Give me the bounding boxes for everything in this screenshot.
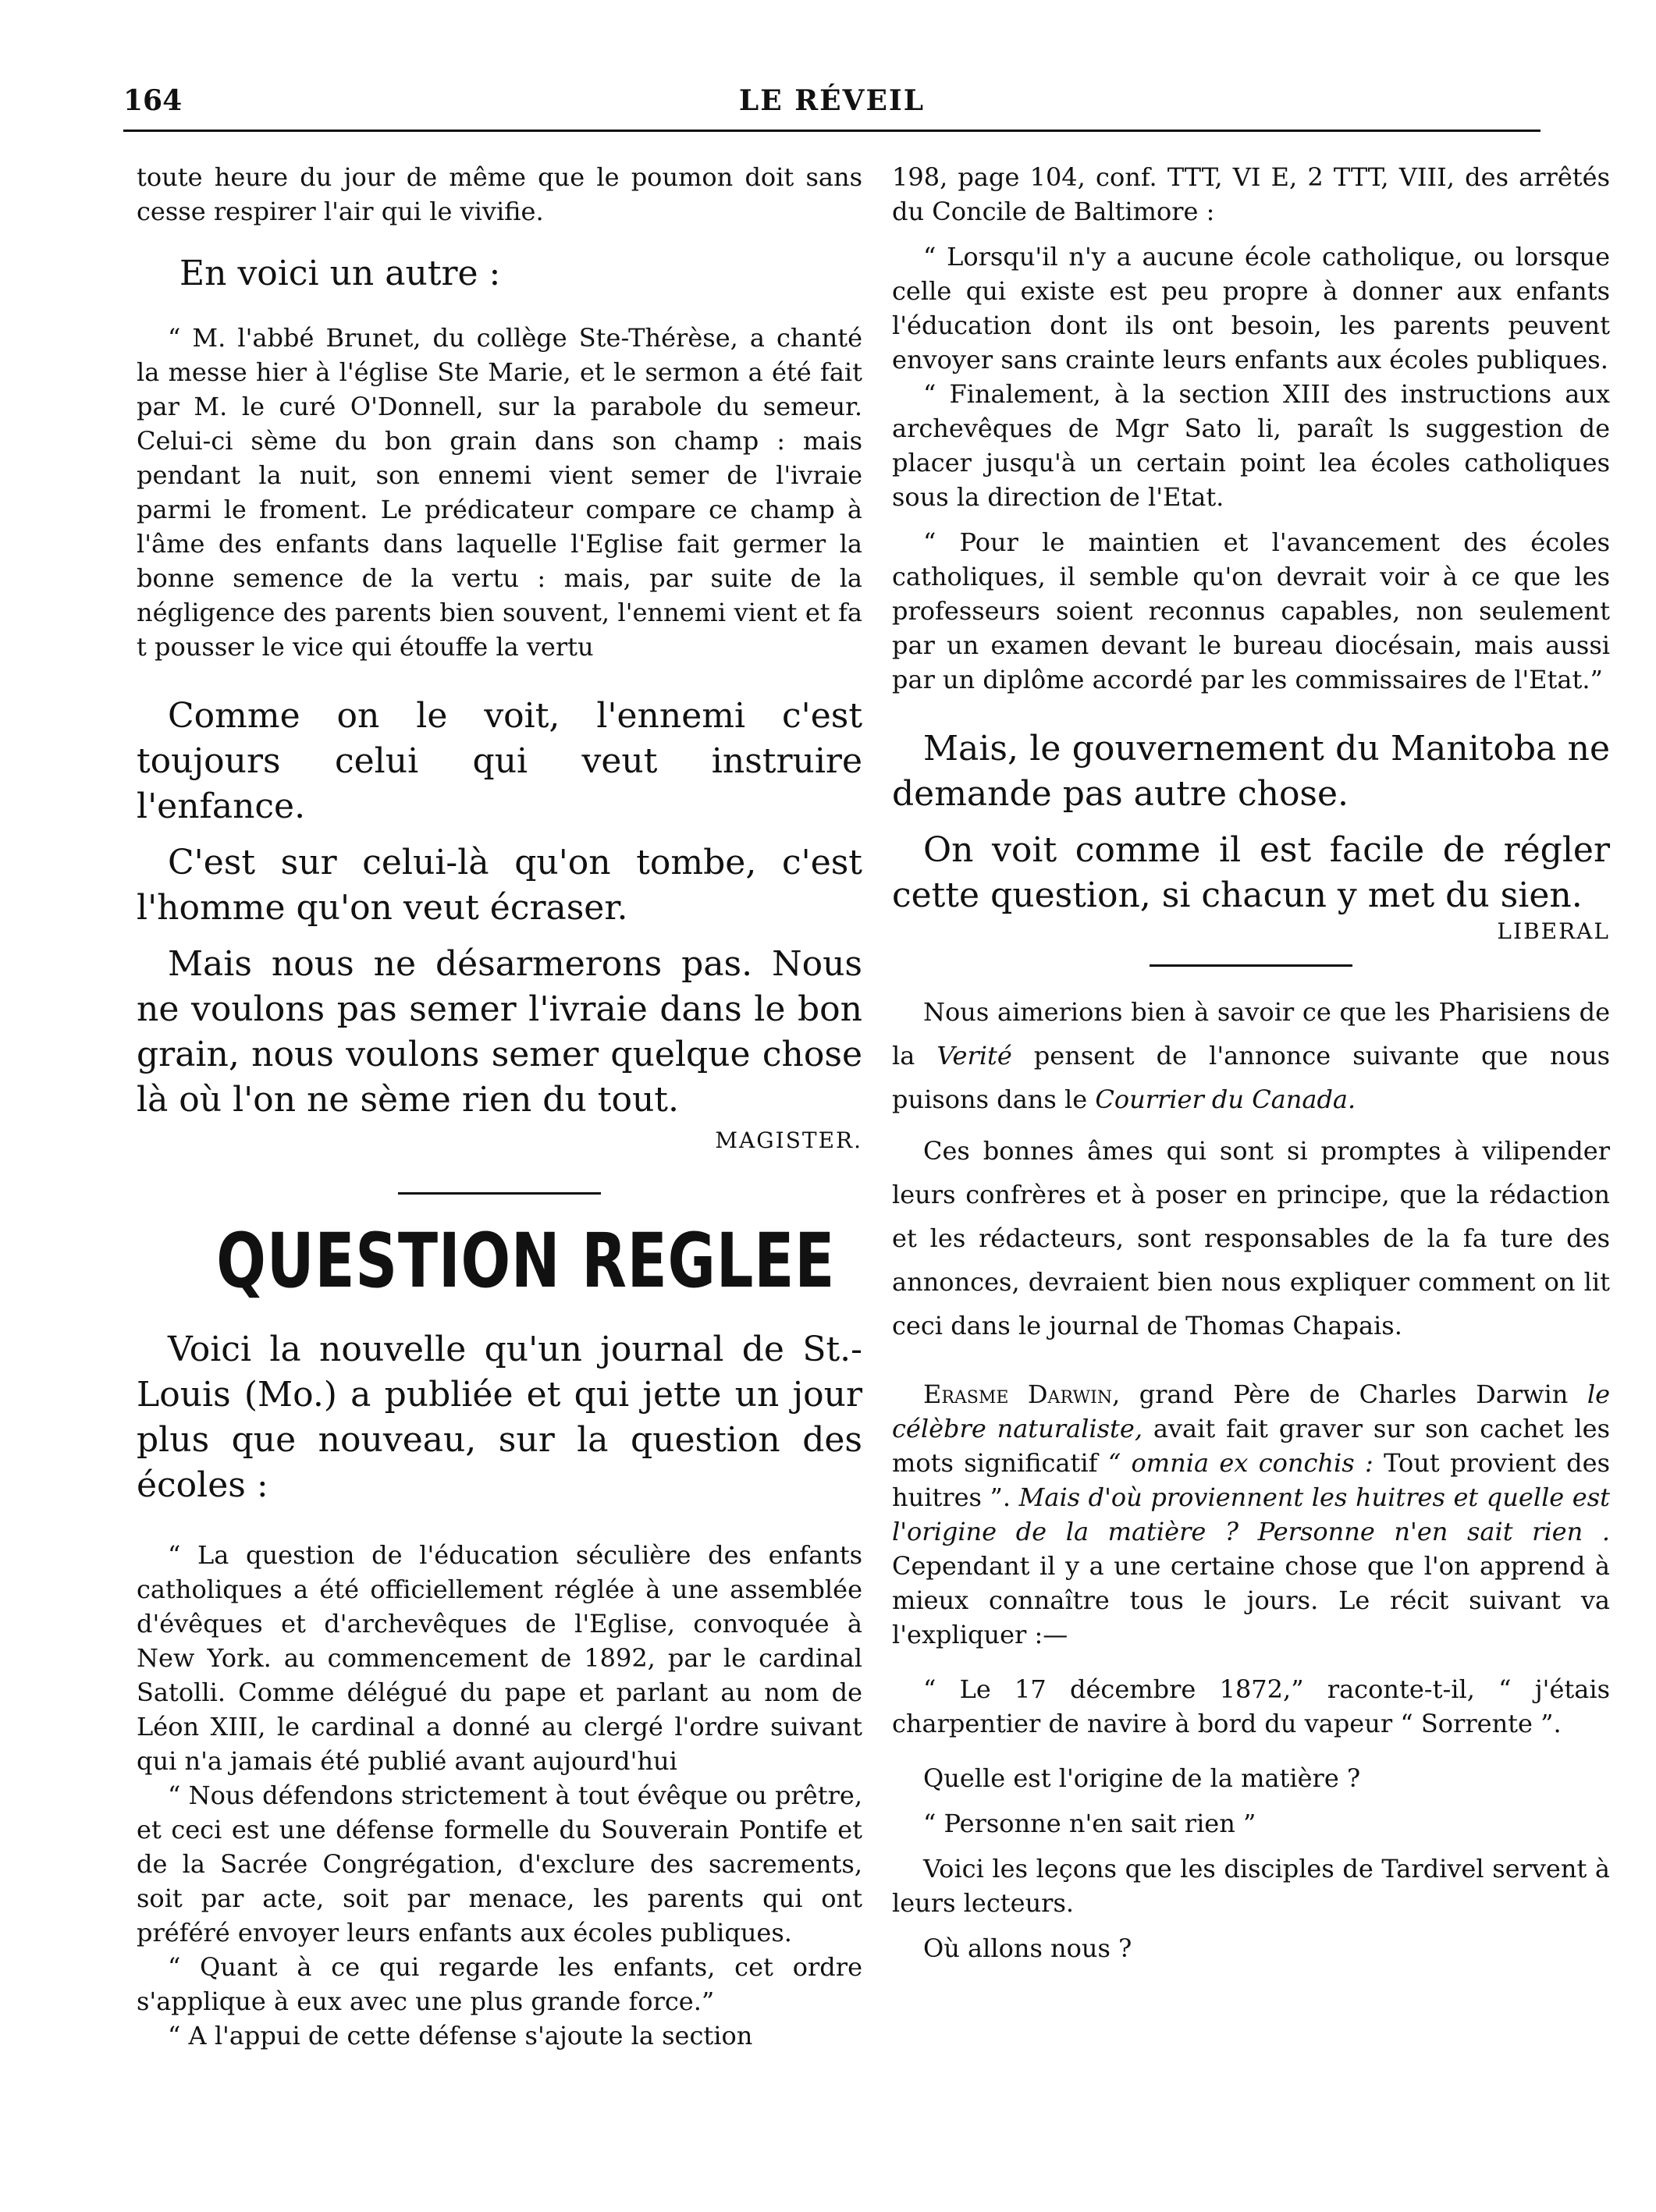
signature: MAGISTER. [715,1127,862,1153]
quoted-paragraph: “ Pour le maintien et l'avancement des écoles catholiques, il semble qu'on devrait voir à ce que les professeurs soient reconnus capables, non seulement par un examen devant le bureau diocésain, mais aussi par un diplôme accordé par les commissaires de l'Etat.” [892,527,1610,694]
paragraph [892,1377,1610,1652]
article-title: QUESTION REGLEE [216,1217,836,1305]
right-column [892,160,1610,1965]
quoted-paragraph: “ La question de l'éducation séculière des enfants catholiques a été officiellement réglée à une assemblée d'évêques et d'archevêques de l'Eglise, convoquée à New York. au commencement de 1892, par le cardinal Satolli. Comme délégué du pape et parlant au nom de Léon XIII, le cardinal a donné au clergé l'ordre suivant qui n'a jamais été publié avant aujourd'hui [137,1540,862,1776]
italic-text: Courrier du Canada. [1095,1085,1356,1114]
paragraph: Où allons nous ? [923,1933,1132,1963]
text-run: Nous aimerions bien à savoir ce que les Pharisiens de la [892,997,1610,1070]
section-heading: En voici un autre : [179,254,501,293]
text-run: avait fait graver sur son cachet les mots significatif [892,1414,1611,1478]
quoted-paragraph: 198, page 104, conf. TTT, VI E, 2 TTT, VIII, des arrêtés du Concile de Baltimore : [892,162,1610,226]
quoted-paragraph: “ Lorsqu'il n'y a aucune école catholique, ou lorsque celle qui existe est peu propre à donner aux enfants l'éducation dont ils ont besoin, les parents peuvent envoyer sans crainte leurs enfants aux écoles publiques. [892,242,1610,375]
paragraph [892,990,1610,1121]
paragraph: Ces bonnes âmes qui sont si promptes à vilipender leurs confrères et à poser en principe, que la rédaction et les rédacteurs, sont responsables de la fa ture des annonces, devraient bien nous expliquer comment on lit ceci dans le journal de Thomas Chapais. [892,1136,1610,1340]
left-column [137,160,862,2053]
quoted-paragraph: “ A l'appui de cette défense s'ajoute la section [168,2021,753,2050]
text-run: Tout provient des huitres ”. [892,1448,1611,1512]
text-run: grand Père de Charles Darwin [1120,1379,1587,1409]
page-header [123,75,1541,132]
paragraph: Mais, le gouvernement du Manitoba ne demande pas autre chose. [892,729,1610,814]
running-title: LE RÉVEIL [738,84,926,117]
quoted-paragraph: “ Quant à ce qui regarde les enfants, cet ordre s'applique à eux avec une plus grande force.” [137,1952,862,2016]
text-run: Cependant il y a une certaine chose que l'on apprend à mieux connaître tous le jours. Le récit suivant va l'expliquer :— [892,1551,1610,1649]
paragraph: Voici les leçons que les disciples de Tardivel servent à leurs lecteurs. [892,1854,1610,1918]
paragraph: “ Le 17 décembre 1872,” raconte-t-il, “ j'étais charpentier de navire à bord du vapeur “ Sorrente ”. [892,1674,1610,1738]
person-name: Erasme Darwin, [923,1379,1121,1409]
signature: LIBERAL [1497,918,1610,944]
paragraph: Quelle est l'origine de la matière ? [923,1763,1361,1793]
paragraph: On voit comme il est facile de régler cette question, si chacun y met du sien. [892,830,1610,915]
italic-text: Mais d'où proviennent les huitres et quelle est l'origine de la matière ? Personne n'en sait rien . [892,1482,1611,1546]
divider [398,1192,601,1195]
quoted-paragraph: “ M. l'abbé Brunet, du collège Ste-Thérèse, a chanté la messe hier à l'église Ste Marie, et le sermon a été fait par M. le curé O'Donnell, sur la parabole du semeur. Celui-ci sème du bon grain dans son champ : mais pendant la nuit, son ennemi vient semer de l'ivraie parmi le froment. Le prédicateur compare ce champ à l'âme des enfants dans laquelle l'Eglise fait germer la bonne semence de la vertu : mais, par suite de la négligence des parents bien souvent, l'ennemi vient et fa t pousser le vice qui étouffe la vertu [137,323,862,662]
page-number: 164 [123,84,183,117]
paragraph: toute heure du jour de même que le poumon doit sans cesse respirer l'air qui le vivifie. [137,162,862,226]
italic-text: le célèbre naturaliste, [892,1379,1611,1443]
divider [1150,964,1352,967]
paragraph: Mais nous ne désarmerons pas. Nous ne voulons pas semer l'ivraie dans le bon grain, nous voulons semer quelque chose là où l'on ne sème rien du tout. [137,944,862,1120]
paragraph: Comme on le voit, l'ennemi c'est toujours celui qui veut instruire l'enfance. [137,696,862,826]
paragraph: Voici la nouvelle qu'un journal de St.-Louis (Mo.) a publiée et qui jette un jour plus que nouveau, sur la question des écoles : [137,1330,862,1505]
quoted-paragraph: “ Nous défendons strictement à tout évêque ou prêtre, et ceci est une défense formelle du Souverain Pontife et de la Sacrée Congrégation, d'exclure des sacrements, soit par acte, soit par menace, les parents qui ont préféré envoyer leurs enfants aux écoles publiques. [137,1781,862,1947]
paragraph: C'est sur celui-là qu'on tombe, c'est l'homme qu'on veut écraser. [137,843,862,928]
italic-text: Verité [936,1041,1012,1070]
italic-text: “ omnia ex conchis : [1107,1448,1373,1478]
paragraph: “ Personne n'en sait rien ” [923,1809,1256,1838]
text-run: pensent de l'annonce suivante que nous puisons dans le [892,1041,1611,1114]
quoted-paragraph: “ Finalement, à la section XIII des instructions aux archevêques de Mgr Sato li, paraît ls suggestion de placer jusqu'à un certain point lea écoles catholiques sous la direction de l'Etat. [892,379,1610,512]
